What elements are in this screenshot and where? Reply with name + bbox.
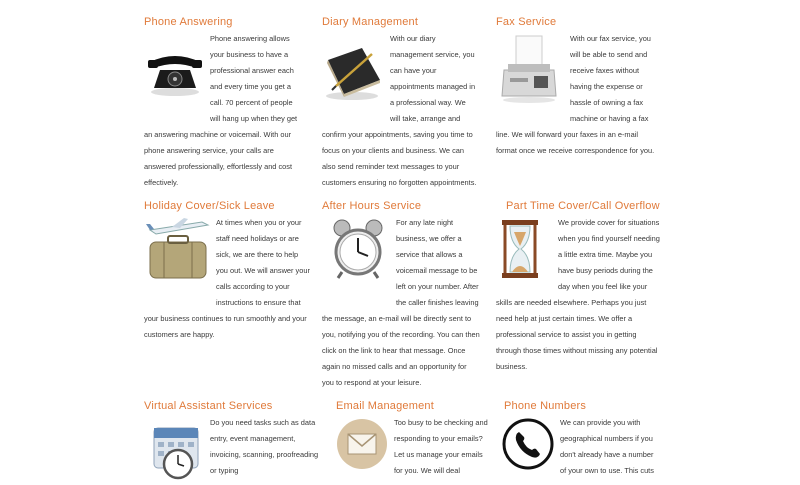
service-after-hours bbox=[322, 198, 480, 390]
service-description: With our fax service, you will be able to send and receive faxes without having the expense or hassle of owning a fax machine or having a fax line. We will forward your faxes in an e-mail format once we receive correspondence for you. bbox=[496, 34, 655, 155]
service-description: At times when you or your staff need holidays or are sick, we are there to help you out. We will answer your calls according to your instructions to ensure that your business continues to run smoothly and your customers are happy. bbox=[144, 218, 310, 339]
phone-handset-icon bbox=[502, 418, 554, 470]
service-title: Virtual Assistant Services bbox=[144, 400, 273, 412]
service-title: Fax Service bbox=[496, 16, 557, 28]
service-title: Part Time Cover/Call Overflow bbox=[506, 200, 660, 212]
service-title: Holiday Cover/Sick Leave bbox=[144, 200, 275, 212]
service-email-management bbox=[334, 398, 490, 480]
service-virtual-assistant bbox=[144, 398, 320, 480]
service-title: After Hours Service bbox=[322, 200, 422, 212]
service-title: Phone Numbers bbox=[504, 400, 587, 412]
service-title: Email Management bbox=[336, 400, 434, 412]
service-part-time-cover bbox=[496, 198, 660, 378]
service-description: We can provide you with geographical numbers if you don't already have a number of your own to use. This cuts bbox=[560, 418, 654, 475]
service-phone-answering bbox=[144, 14, 304, 194]
service-holiday-cover bbox=[144, 198, 310, 348]
service-description: With our diary management service, you can have your appointments managed in a professional way. We will take, arrange and confirm your appointments, saving you time to focus on your clients and business. We can also send reminder text messages to your customers ensuring no forgotten appointments. bbox=[322, 34, 477, 187]
service-title: Diary Management bbox=[322, 16, 419, 28]
calendar-clock-icon bbox=[148, 426, 204, 480]
service-phone-numbers bbox=[500, 398, 660, 480]
service-title: Phone Answering bbox=[144, 16, 233, 28]
service-description: Phone answering allows your business to have a professional answer each and every time you get a call. 70 percent of people will hang up when they get an answering machine or voicemail. With our phone answering service, your calls are answered professionally, effortlessly and cost effectively. bbox=[144, 34, 298, 187]
service-diary-management bbox=[322, 14, 478, 194]
service-fax bbox=[496, 14, 660, 194]
service-description: Too busy to be checking and responding to your emails? Let us manage your emails for you. We will deal bbox=[394, 418, 488, 475]
service-description: For any late night business, we offer a service that allows a voicemail message to be left on your number. After the caller finishes leaving the message, an e-mail will be directly sent to you, notifying you of the recording. You can then click on the link to hear that message. Once again no missed calls and an opportunity for you to respond at your leisure. bbox=[322, 218, 480, 387]
service-description: We provide cover for situations when you find yourself needing a little extra time. Maybe you have busy periods during the day when you feel like your skills are needed elsewhere. Perhaps you just need help at just certain times. We offer a professional service to assist you in getting through those times without missing any potential business. bbox=[496, 218, 660, 371]
service-description: Do you need tasks such as data entry, event management, invoicing, scanning, proofreading or typing bbox=[210, 418, 319, 475]
envelope-icon bbox=[336, 418, 388, 470]
